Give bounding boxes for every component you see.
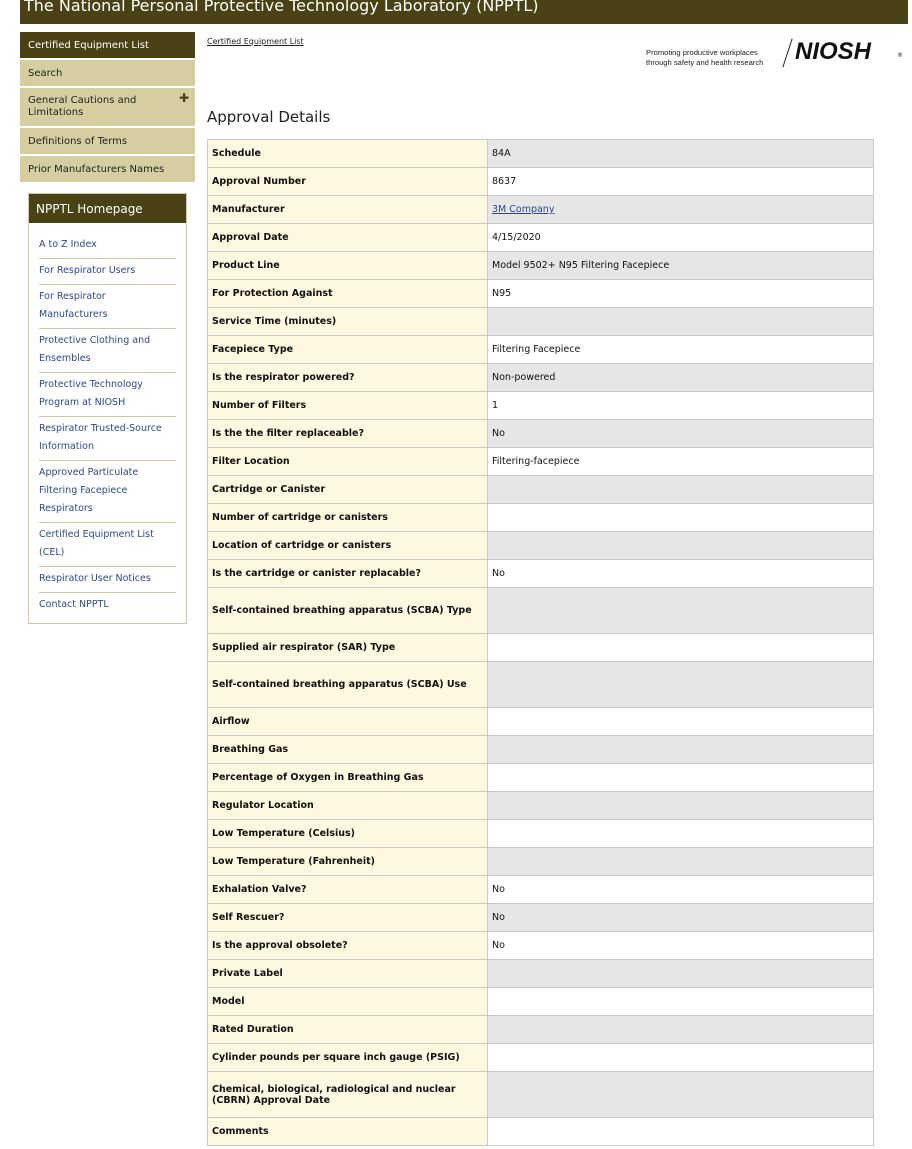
row-value: No <box>488 560 874 588</box>
table-row <box>208 662 874 708</box>
row-value <box>488 736 874 764</box>
row-label: Rated Duration <box>208 1016 488 1044</box>
table-row <box>208 168 874 196</box>
row-value: 4/15/2020 <box>488 224 874 252</box>
table-row <box>208 420 874 448</box>
row-value <box>488 960 874 988</box>
row-label: Is the approval obsolete? <box>208 932 488 960</box>
link-protective-clothing[interactable]: Protective Clothing and Ensembles <box>39 332 176 373</box>
row-label: Breathing Gas <box>208 736 488 764</box>
row-value <box>488 532 874 560</box>
row-value: Filtering-facepiece <box>488 448 874 476</box>
row-label: Regulator Location <box>208 792 488 820</box>
table-row <box>208 1072 874 1118</box>
row-value <box>488 662 874 708</box>
row-label: Private Label <box>208 960 488 988</box>
row-label: Number of cartridge or canisters <box>208 504 488 532</box>
row-value: No <box>488 420 874 448</box>
link-respirator-users[interactable]: For Respirator Users <box>39 262 176 285</box>
table-row <box>208 308 874 336</box>
row-value: Non-powered <box>488 364 874 392</box>
row-value <box>488 988 874 1016</box>
sidebar-item-label: Certified Equipment List <box>28 39 149 51</box>
link-respirator-user-notices[interactable]: Respirator User Notices <box>39 570 176 593</box>
link-protective-technology-program[interactable]: Protective Technology Program at NIOSH <box>39 376 176 417</box>
row-label: Percentage of Oxygen in Breathing Gas <box>208 764 488 792</box>
row-value: 1 <box>488 392 874 420</box>
row-label: Chemical, biological, radiological and nuclear (CBRN) Approval Date <box>208 1072 488 1118</box>
table-row <box>208 960 874 988</box>
sidebar-item-certified-equipment-list[interactable] <box>20 32 195 60</box>
table-row <box>208 820 874 848</box>
row-label: Comments <box>208 1118 488 1146</box>
row-value: 84A <box>488 140 874 168</box>
niosh-tagline <box>646 48 763 68</box>
table-row <box>208 848 874 876</box>
table-row <box>208 988 874 1016</box>
row-label: Low Temperature (Celsius) <box>208 820 488 848</box>
tagline-line-2: through safety and health research <box>646 58 764 67</box>
row-label: Supplied air respirator (SAR) Type <box>208 634 488 662</box>
row-label: Product Line <box>208 252 488 280</box>
row-value <box>488 1044 874 1072</box>
table-row <box>208 764 874 792</box>
tagline-line-1: Promoting productive workplaces <box>646 48 758 57</box>
row-value <box>488 308 874 336</box>
row-label: Low Temperature (Fahrenheit) <box>208 848 488 876</box>
site-title: The National Personal Protective Technology Laboratory (NPPTL) <box>24 0 539 15</box>
row-value <box>488 708 874 736</box>
row-value <box>488 792 874 820</box>
table-row <box>208 876 874 904</box>
table-row <box>208 932 874 960</box>
row-label: Self-contained breathing apparatus (SCBA) Use <box>208 662 488 708</box>
sidebar-item-search[interactable] <box>20 60 195 88</box>
row-value <box>488 588 874 634</box>
table-row <box>208 448 874 476</box>
link-approved-particulate[interactable]: Approved Particulate Filtering Facepiece Respirators <box>39 464 176 523</box>
row-value: Model 9502+ N95 Filtering Facepiece <box>488 252 874 280</box>
row-label: Self-contained breathing apparatus (SCBA) Type <box>208 588 488 634</box>
table-row <box>208 736 874 764</box>
row-value: No <box>488 876 874 904</box>
approval-details-table <box>207 139 874 1146</box>
link-respirator-manufacturers[interactable]: For Respirator Manufacturers <box>39 288 176 329</box>
sidebar-nav <box>20 32 195 184</box>
npptl-homepage-link[interactable]: NPPTL Homepage <box>29 194 186 223</box>
row-label: Model <box>208 988 488 1016</box>
site-header <box>20 0 908 24</box>
row-value <box>488 764 874 792</box>
niosh-logo[interactable]: NIOSH <box>795 38 872 65</box>
plus-icon[interactable]: ✚ <box>178 91 189 105</box>
table-row <box>208 252 874 280</box>
row-value <box>488 820 874 848</box>
table-row <box>208 532 874 560</box>
row-value <box>488 504 874 532</box>
row-label: Number of Filters <box>208 392 488 420</box>
row-label: Schedule <box>208 140 488 168</box>
row-label: Location of cartridge or canisters <box>208 532 488 560</box>
table-row <box>208 634 874 662</box>
row-value <box>488 196 874 224</box>
table-row <box>208 904 874 932</box>
table-row <box>208 1016 874 1044</box>
table-row <box>208 792 874 820</box>
row-label: Is the respirator powered? <box>208 364 488 392</box>
row-label: Facepiece Type <box>208 336 488 364</box>
link-a-to-z-index[interactable]: A to Z Index <box>39 236 176 259</box>
row-value <box>488 848 874 876</box>
row-label: Airflow <box>208 708 488 736</box>
table-row <box>208 560 874 588</box>
breadcrumb[interactable]: Certified Equipment List <box>207 37 304 46</box>
link-certified-equipment-list[interactable]: Certified Equipment List (CEL) <box>39 526 176 567</box>
table-row <box>208 364 874 392</box>
row-label: Cartridge or Canister <box>208 476 488 504</box>
row-value: N95 <box>488 280 874 308</box>
npptl-homepage-box <box>28 193 187 624</box>
sidebar-item-label: Definitions of Terms <box>28 135 128 147</box>
table-row <box>208 140 874 168</box>
row-label: Service Time (minutes) <box>208 308 488 336</box>
link-contact-npptl[interactable]: Contact NPPTL <box>39 599 109 610</box>
table-row <box>208 1044 874 1072</box>
sidebar-item-label: Prior Manufacturers Names <box>28 163 165 175</box>
row-label: Self Rescuer? <box>208 904 488 932</box>
row-label: Filter Location <box>208 448 488 476</box>
table-row <box>208 336 874 364</box>
sidebar-item-definitions[interactable] <box>20 128 195 156</box>
row-label: Exhalation Valve? <box>208 876 488 904</box>
table-row <box>208 280 874 308</box>
table-row <box>208 224 874 252</box>
table-row <box>208 588 874 634</box>
row-label: Is the cartridge or canister replacable? <box>208 560 488 588</box>
registered-mark: ® <box>897 52 903 59</box>
table-row <box>208 1118 874 1146</box>
row-label: Is the the filter replaceable? <box>208 420 488 448</box>
row-value: Filtering Facepiece <box>488 336 874 364</box>
table-row <box>208 196 874 224</box>
sidebar-item-label: Search <box>28 67 63 79</box>
row-value: 8637 <box>488 168 874 196</box>
manufacturer-link[interactable]: 3M Company <box>492 204 555 215</box>
row-value <box>488 476 874 504</box>
row-label: Approval Date <box>208 224 488 252</box>
row-label: Cylinder pounds per square inch gauge (PSIG) <box>208 1044 488 1072</box>
table-row <box>208 504 874 532</box>
sidebar-item-label: General Cautions and Limitations <box>28 95 137 118</box>
row-value <box>488 1072 874 1118</box>
row-label: Approval Number <box>208 168 488 196</box>
row-value: No <box>488 904 874 932</box>
row-label: Manufacturer <box>208 196 488 224</box>
sidebar-item-prior-manufacturers[interactable] <box>20 156 195 184</box>
row-value: No <box>488 932 874 960</box>
sidebar-item-general-cautions[interactable] <box>20 88 195 128</box>
link-trusted-source[interactable]: Respirator Trusted-Source Information <box>39 420 176 461</box>
table-row <box>208 708 874 736</box>
page-title: Approval Details <box>207 108 331 126</box>
row-value <box>488 1118 874 1146</box>
table-row <box>208 392 874 420</box>
table-row <box>208 476 874 504</box>
row-value <box>488 634 874 662</box>
row-value <box>488 1016 874 1044</box>
row-label: For Protection Against <box>208 280 488 308</box>
logo-divider <box>782 39 792 68</box>
